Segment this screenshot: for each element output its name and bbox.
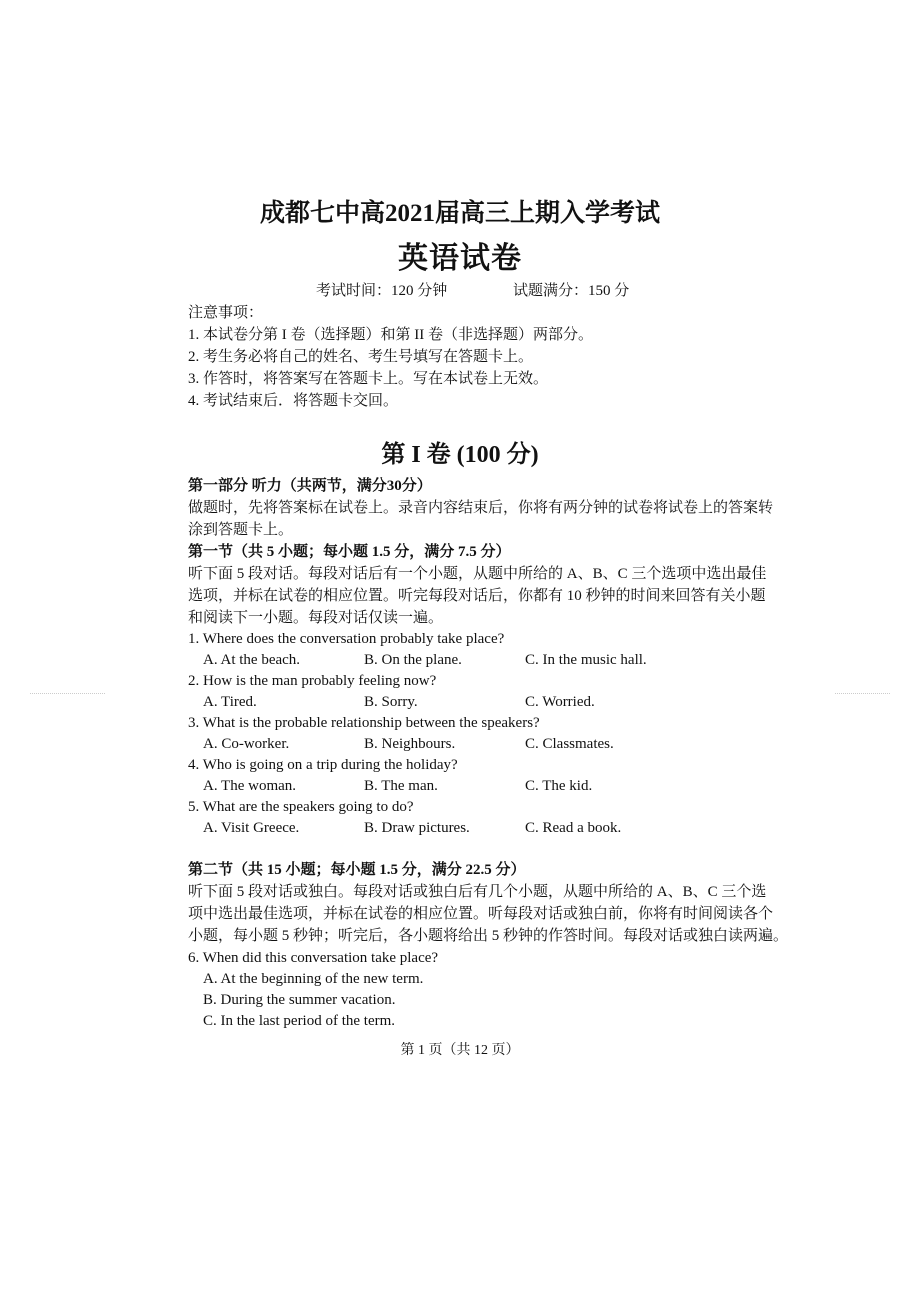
question-option: A. Co-worker. <box>203 736 290 752</box>
section2-instruction: 听下面 5 段对话或独白。每段对话或独白后有几个小题，从题中所给的 A、B、C 三个选 <box>188 884 767 900</box>
section2-instruction: 项中选出最佳选项，并标在试卷的相应位置。听每段对话或独白前，你将有时间阅读各个 <box>188 906 774 922</box>
question-option: C. In the music hall. <box>525 652 647 668</box>
question-option: B. Neighbours. <box>364 736 456 752</box>
part1-instruction: 做题时，先将答案标在试卷上。录音内容结束后，你将有两分钟的试卷将试卷上的答案转 <box>188 500 774 516</box>
question-option: A. Visit Greece. <box>203 820 300 836</box>
part1-instruction: 涂到答题卡上。 <box>188 522 294 538</box>
notes-heading: 注意事项： <box>188 305 264 321</box>
note-item: 3. 作答时，将答案写在答题卡上。写在本试卷上无效。 <box>188 371 549 387</box>
question-option: A. The woman. <box>203 778 297 794</box>
question-text: 5. What are the speakers going to do? <box>188 799 414 815</box>
question-text: 2. How is the man probably feeling now? <box>188 673 437 689</box>
question-option: C. The kid. <box>525 778 593 794</box>
exam-time: 考试时间：120 分钟 <box>316 283 448 299</box>
volume-heading: 第 I 卷 (100 分) <box>381 442 539 468</box>
note-item: 2. 考生务必将自己的姓名、考生号填写在答题卡上。 <box>188 349 534 365</box>
exam-subtitle: 英语试卷 <box>398 242 522 275</box>
exam-title: 成都七中高2021届高三上期入学考试 <box>259 200 660 227</box>
section1-instruction: 和阅读下一小题。每段对话仅读一遍。 <box>188 610 444 626</box>
question-option: A. At the beach. <box>203 652 301 668</box>
full-score: 试题满分：150 分 <box>513 283 630 299</box>
question-option: B. During the summer vacation. <box>203 992 396 1008</box>
question-option: B. Draw pictures. <box>364 820 470 836</box>
question-text: 6. When did this conversation take place? <box>188 950 439 966</box>
part1-heading: 第一部分 听力（共两节，满分30分） <box>188 478 432 494</box>
note-item: 4. 考试结束后．将答题卡交回。 <box>188 393 399 409</box>
question-option: C. Classmates. <box>525 736 614 752</box>
question-option: A. Tired. <box>203 694 257 710</box>
page-footer: 第 1 页（共 12 页） <box>400 1043 520 1058</box>
question-option: C. In the last period of the term. <box>203 1013 396 1029</box>
question-option: B. On the plane. <box>364 652 462 668</box>
question-option: C. Read a book. <box>525 820 622 836</box>
question-text: 3. What is the probable relationship between the speakers? <box>188 715 540 731</box>
margin-dots-right <box>835 693 890 694</box>
question-option: C. Worried. <box>525 694 595 710</box>
section2-instruction: 小题，每小题 5 秒钟；听完后，各小题将给出 5 秒钟的作答时间。每段对话或独白读两遍。 <box>188 928 789 944</box>
section1-heading: 第一节（共 5 小题；每小题 1.5 分，满分 7.5 分） <box>188 544 511 560</box>
question-text: 4. Who is going on a trip during the holiday? <box>188 757 458 773</box>
section1-instruction: 听下面 5 段对话。每段对话后有一个小题，从题中所给的 A、B、C 三个选项中选出最佳 <box>188 566 767 582</box>
margin-dots-left <box>30 693 105 694</box>
question-option: A. At the beginning of the new term. <box>203 971 424 987</box>
section1-instruction: 选项，并标在试卷的相应位置。听完每段对话后，你都有 10 秒钟的时间来回答有关小题 <box>188 588 766 604</box>
question-option: B. Sorry. <box>364 694 418 710</box>
question-option: B. The man. <box>364 778 438 794</box>
note-item: 1. 本试卷分第 I 卷（选择题）和第 II 卷（非选择题）两部分。 <box>188 327 593 343</box>
section2-heading: 第二节（共 15 小题；每小题 1.5 分，满分 22.5 分） <box>188 862 526 878</box>
question-text: 1. Where does the conversation probably take place? <box>188 631 505 647</box>
